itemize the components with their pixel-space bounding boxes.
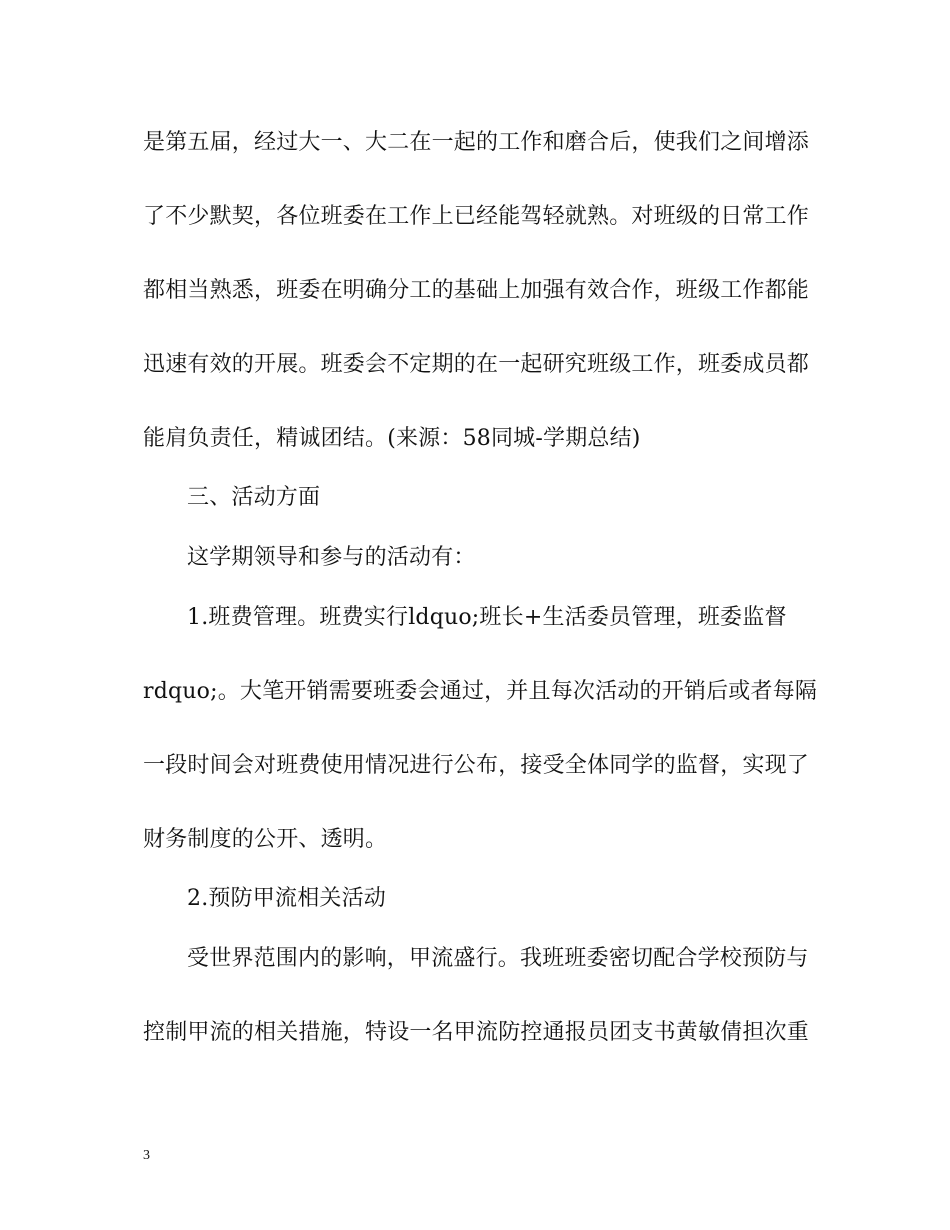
list-item-2-heading: 2.预防甲流相关活动 xyxy=(187,886,386,911)
page-number: 3 xyxy=(143,1148,150,1163)
section-heading: 三、活动方面 xyxy=(187,485,321,510)
list-item-1-line-1: 1.班费管理。班费实行ldquo;班长+生活委员管理，班委监督 xyxy=(187,605,787,630)
text-line-13: 受世界范围内的影响，甲流盛行。我班班委密切配合学校预防与 xyxy=(187,946,809,971)
text-line-4: 迅速有效的开展。班委会不定期的在一起研究班级工作，班委成员都 xyxy=(143,352,810,377)
list-item-1-line-2: rdquo;。大笔开销需要班委会通过，并且每次活动的开销后或者每隔 xyxy=(143,679,818,704)
text-line-14: 控制甲流的相关措施，特设一名甲流防控通报员团支书黄敏倩担次重 xyxy=(143,1020,810,1045)
text-line-7: 这学期领导和参与的活动有： xyxy=(187,545,476,570)
text-line-5: 能肩负责任，精诚团结。(来源：58同城-学期总结) xyxy=(143,426,641,451)
text-line-3: 都相当熟悉，班委在明确分工的基础上加强有效合作，班级工作都能 xyxy=(143,278,810,303)
text-line-2: 了不少默契，各位班委在工作上已经能驾轻就熟。对班级的日常工作 xyxy=(143,204,810,229)
text-line-1: 是第五届，经过大一、大二在一起的工作和磨合后，使我们之间增添 xyxy=(143,130,810,155)
list-item-1-line-4: 财务制度的公开、透明。 xyxy=(143,827,388,852)
list-item-1-line-3: 一段时间会对班费使用情况进行公布，接受全体同学的监督，实现了 xyxy=(143,753,810,778)
